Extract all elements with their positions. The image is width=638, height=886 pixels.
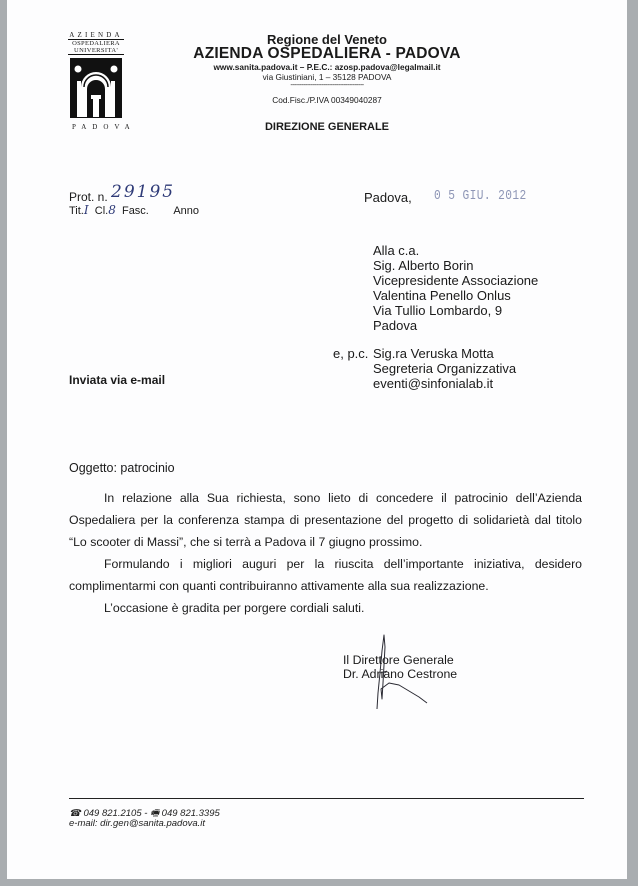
recipient-line: Via Tullio Lombardo, 9 <box>373 303 503 318</box>
logo-text-universita: UNIVERSITA' <box>68 47 124 55</box>
organization-address: via Giustiniani, 1 – 35128 PADOVA <box>262 72 392 82</box>
tax-code: Cod.Fisc./P.IVA 00349040287 <box>272 95 382 105</box>
letter-page <box>7 0 627 879</box>
telephone-icon: ☎ <box>69 808 81 819</box>
cc-label: e, p.c. <box>333 346 369 361</box>
delivery-note: Inviata via e-mail <box>69 373 166 387</box>
footer-email-label: e-mail: <box>69 818 98 829</box>
signatory-title: Il Direttore Generale <box>343 653 454 667</box>
body-paragraph: L’occasione è gradita per porgere cordiali saluti. <box>104 601 365 615</box>
recipient-line: Valentina Penello Onlus <box>373 288 511 303</box>
fasc-label: Fasc. <box>121 205 149 217</box>
logo-text-padova: PADOVA <box>72 123 136 131</box>
body-paragraph: In relazione alla Sua richiesta, sono lieto di concedere il patrocinio dell’Azienda Ospedaliera per la conferenza stampa di presentazione del progetto di solidarietà dal titolo “Lo scooter di Massi”, che si terrà a Padova il 7 giugno prossimo. <box>69 491 582 549</box>
cl-label: Cl. <box>94 205 109 217</box>
anno-label: Anno <box>173 205 200 217</box>
tit-label: Tit. <box>69 205 84 217</box>
recipient-line: Padova <box>373 318 418 333</box>
place: Padova, <box>364 190 412 205</box>
footer-email: dir.gen@sanita.padova.it <box>100 818 206 829</box>
recipient-attention: Alla c.a. <box>373 243 420 258</box>
footer-email-line <box>69 818 205 829</box>
cc-line: Sig.ra Veruska Motta <box>373 346 494 361</box>
arch-building-icon <box>69 57 123 119</box>
date-stamp: 0 5 GIU. 2012 <box>434 188 527 204</box>
hospital-logo <box>68 31 136 132</box>
footer-separator: - <box>144 808 148 819</box>
classification-line <box>69 203 199 217</box>
footer-phone: 049 821.2105 <box>83 808 142 819</box>
recipient-line: Vicepresidente Associazione <box>373 273 539 288</box>
tit-handwritten: I <box>83 203 89 217</box>
footer-fax: 049 821.3395 <box>161 808 220 819</box>
logo-text-azienda: AZIENDA <box>69 31 123 39</box>
region-name: Regione del Veneto <box>267 32 387 47</box>
protocol-label: Prot. n. <box>69 190 108 204</box>
organization-name: AZIENDA OSPEDALIERA - PADOVA <box>193 45 461 62</box>
logo-text-ospedaliera: OSPEDALIERA <box>68 39 124 47</box>
cc-email: eventi@sinfonialab.it <box>373 376 494 391</box>
signatory-name: Dr. Adriano Cestrone <box>343 667 458 681</box>
letter-body <box>69 487 582 619</box>
body-paragraph: Formulando i migliori auguri per la riuscita dell’importante iniziativa, desidero complimentarmi con quanti contribuiranno attivamente alla sua realizzazione. <box>69 557 582 593</box>
footer-divider <box>69 798 584 799</box>
fax-icon: 🖷 <box>150 808 160 819</box>
header-separator: ---------------------------------------- <box>290 82 364 89</box>
subject-line: Oggetto: patrocinio <box>69 461 175 475</box>
website-pec: www.sanita.padova.it – P.E.C.: azosp.padova@legalmail.it <box>213 62 441 72</box>
department-name: DIREZIONE GENERALE <box>264 121 390 133</box>
cc-line: Segreteria Organizzativa <box>373 361 517 376</box>
protocol-number-handwritten: 29195 <box>111 182 176 202</box>
cl-handwritten: 8 <box>108 203 116 217</box>
recipient-line: Sig. Alberto Borin <box>373 258 474 273</box>
